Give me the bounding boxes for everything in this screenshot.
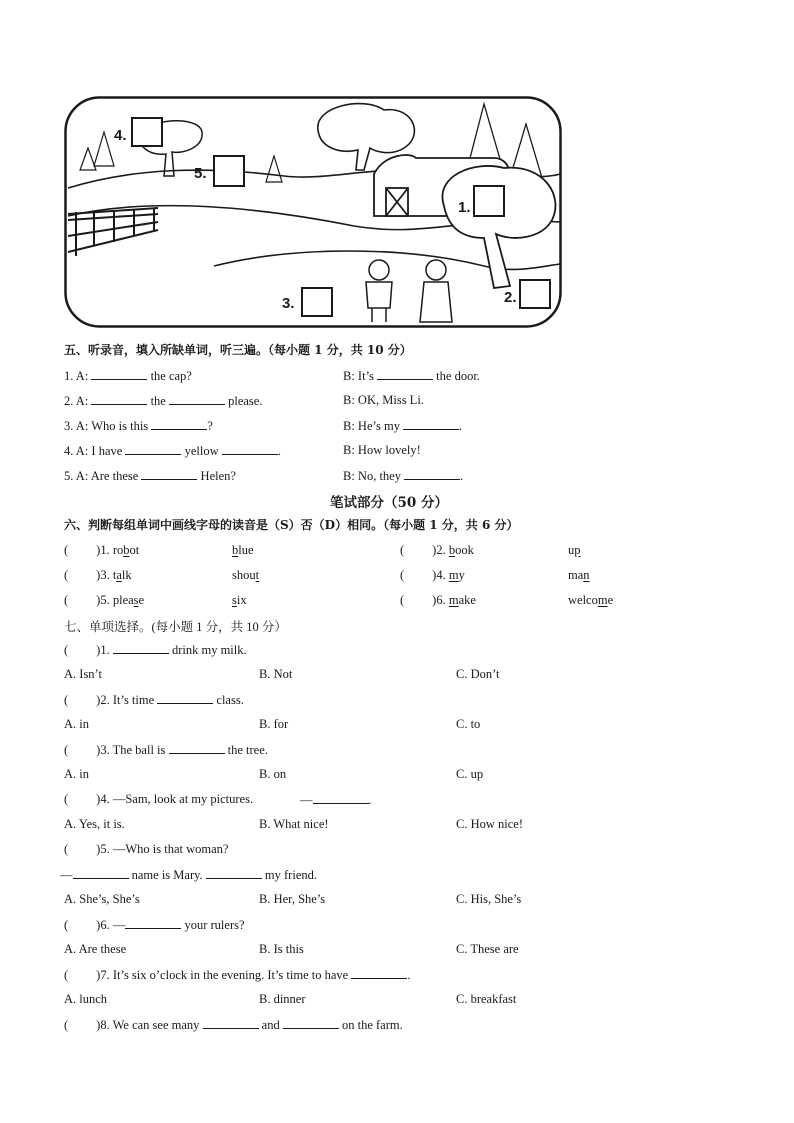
- s5-row1-a-post: the cap?: [147, 369, 192, 383]
- s7-q3-option-b[interactable]: B. on: [259, 767, 287, 781]
- paren-open: (: [64, 543, 69, 557]
- s6-item1: [64, 543, 139, 558]
- s7-q6: [64, 917, 245, 933]
- answer-blank[interactable]: [206, 867, 262, 879]
- s5-row1-b-pre: B: It’s: [343, 369, 378, 383]
- answer-blank[interactable]: [151, 418, 207, 430]
- s5-row5-b-pre: B: No, they: [343, 469, 405, 483]
- s7-q6-pre: )6. —: [96, 918, 126, 932]
- s6-item3-w1-pre: t: [112, 568, 117, 582]
- picture-label-3: 3.: [282, 295, 295, 312]
- s6-item3-w2-pre: shou: [232, 568, 256, 582]
- s6-item4-w1-ul: m: [448, 568, 459, 582]
- paren-open: (: [64, 918, 69, 932]
- s7-q7-post: .: [407, 968, 411, 982]
- s6-item5-w2-ul: s: [232, 593, 237, 607]
- s7-q1-option-a[interactable]: A. Isn’t: [64, 667, 102, 681]
- s7-q6-option-a[interactable]: A. Are these: [64, 942, 127, 956]
- answer-blank[interactable]: [283, 1017, 339, 1029]
- s6-item6-w2-ul: m: [597, 593, 608, 607]
- s5-row3-b: [343, 418, 462, 434]
- s6-item5-word2: [232, 593, 247, 608]
- answer-blank[interactable]: [113, 642, 169, 654]
- s6-item2-w2-pre: u: [568, 543, 575, 557]
- s7-q8-post: on the farm.: [338, 1018, 403, 1032]
- s6-item1-w1-pre: ro: [112, 543, 124, 557]
- paren-open: (: [64, 593, 69, 607]
- s7-q4-post: .: [368, 793, 372, 807]
- s6-item6: [400, 593, 476, 608]
- s6-item1-w1-ul: b: [123, 543, 130, 557]
- s7-q3: [64, 742, 268, 758]
- s7-q7-option-b[interactable]: B. dinner: [259, 992, 306, 1006]
- s5-row5-b: [343, 468, 463, 484]
- s7-q1-post: drink my milk.: [168, 643, 247, 657]
- s7-q5-option-b[interactable]: B. Her, She’s: [259, 892, 326, 906]
- picture-box-2: [520, 280, 550, 308]
- s6-item4-w1-post: y: [458, 568, 465, 582]
- answer-blank[interactable]: [351, 967, 407, 979]
- s5-row2-b-pre: B: OK, Miss Li.: [343, 393, 424, 407]
- s7-q4-reply-pre: —: [300, 793, 313, 807]
- s5-row1-a-pre: 1. A:: [64, 369, 92, 383]
- s7-q5-line2: [60, 867, 317, 883]
- s6-item5-w1-post: e: [138, 593, 145, 607]
- s7-q3-option-a[interactable]: A. in: [64, 767, 89, 781]
- answer-blank[interactable]: [203, 1017, 259, 1029]
- written-part-title: 笔试部分（50 分）: [330, 495, 448, 511]
- picture-label-4: 4.: [114, 127, 127, 144]
- s7-q1-option-b[interactable]: B. Not: [259, 667, 293, 681]
- paren-open: (: [64, 693, 69, 707]
- s6-item2: [400, 543, 474, 558]
- s5-row2-a-post: please.: [224, 394, 263, 408]
- paren-open: (: [64, 743, 69, 757]
- s7-q8-mid: and: [258, 1018, 283, 1032]
- s7-q2: [64, 692, 244, 708]
- s6-item1-num: )1.: [96, 543, 113, 557]
- s5-row3-a-pre: 3. A: Who is this: [64, 419, 152, 433]
- answer-blank[interactable]: [403, 418, 459, 430]
- s5-row3-a: [64, 418, 213, 434]
- s7-q3-post: the tree.: [224, 743, 268, 757]
- s7-q5-line2-mid: name is Mary.: [128, 868, 206, 882]
- picture-box-5: [214, 156, 244, 186]
- s6-item1-w2-ul: b: [232, 543, 239, 557]
- s7-q5-pre: )5. —Who is that woman?: [96, 842, 229, 856]
- s7-q8: [64, 1017, 403, 1033]
- s7-q6-post: your rulers?: [181, 918, 245, 932]
- s6-item3-num: )3.: [96, 568, 113, 582]
- s5-row2-b: [343, 393, 424, 408]
- s6-item4-w2-pre: ma: [568, 568, 584, 582]
- paren-open: (: [64, 1018, 69, 1032]
- answer-blank[interactable]: [169, 742, 225, 754]
- s7-q3-option-c[interactable]: C. up: [456, 767, 484, 781]
- picture-label-1: 1.: [458, 199, 471, 216]
- s5-row1-a: [64, 368, 192, 384]
- s5-row4-a-pre: 4. A: I have: [64, 444, 126, 458]
- s7-q4-option-b[interactable]: B. What nice!: [259, 817, 329, 831]
- answer-blank[interactable]: [91, 393, 147, 405]
- paren-open: (: [64, 792, 69, 806]
- s6-item1-w1-post: ot: [129, 543, 140, 557]
- s7-q2-option-a[interactable]: A. in: [64, 717, 89, 731]
- s6-item4-w2-ul: n: [583, 568, 590, 582]
- s7-q3-pre: )3. The ball is: [96, 743, 169, 757]
- s7-q7-pre: )7. It’s six o’clock in the evening. It’s time to have: [96, 968, 352, 982]
- s6-item3-word2: [232, 568, 259, 583]
- s7-q2-post: class.: [213, 693, 244, 707]
- s7-q2-option-b[interactable]: B. for: [259, 717, 289, 731]
- s6-item5-w2-post: ix: [236, 593, 247, 607]
- s6-item5-num: )5.: [96, 593, 113, 607]
- s7-q7-option-a[interactable]: A. lunch: [64, 992, 108, 1006]
- s5-row4-a-mid: yellow: [181, 444, 222, 458]
- s5-row4-a-post: .: [277, 444, 281, 458]
- s5-row5-b-post: .: [460, 469, 464, 483]
- s6-item4: [400, 568, 465, 583]
- s5-row5-a-pre: 5. A: Are these: [64, 469, 142, 483]
- farm-scene-illustration: [64, 96, 562, 328]
- s6-item3-w1-post: lk: [121, 568, 132, 582]
- farm-picture: [64, 96, 562, 328]
- s6-item2-num: )2.: [432, 543, 449, 557]
- s6-item6-w2-post: e: [607, 593, 614, 607]
- section7-heading: 七、单项选择。(每小题 1 分，共 10 分）: [64, 620, 287, 634]
- s6-item5: [64, 593, 144, 608]
- s6-item3-w2-ul: t: [255, 568, 260, 582]
- picture-box-1: [474, 186, 504, 216]
- s6-item3-w1-ul: a: [116, 568, 122, 582]
- s5-row2-a-pre: 2. A:: [64, 394, 92, 408]
- s7-q6-option-b[interactable]: B. Is this: [259, 942, 304, 956]
- s5-row3-a-post: ?: [207, 419, 213, 433]
- s6-item2-w1-post: ook: [455, 543, 474, 557]
- answer-blank[interactable]: [169, 393, 225, 405]
- answer-blank[interactable]: [73, 867, 129, 879]
- s5-row2-a: [64, 393, 262, 409]
- s5-row4-b: [343, 443, 421, 458]
- s7-q5-option-c[interactable]: C. His, She’s: [456, 892, 522, 906]
- s6-item2-w1-ul: b: [448, 543, 456, 557]
- s6-item2-w2-ul: p: [574, 543, 581, 557]
- s7-q4-option-a[interactable]: A. Yes, it is.: [64, 817, 125, 831]
- s5-row2-a-mid: the: [147, 394, 169, 408]
- s7-q2-pre: )2. It’s time: [96, 693, 158, 707]
- s7-q5-line2-pre: —: [60, 868, 73, 882]
- paren-open: (: [400, 593, 405, 607]
- s5-row3-b-pre: B: He’s my: [343, 419, 404, 433]
- s6-item4-num: )4.: [432, 568, 449, 582]
- s5-row5-a-post: Helen?: [197, 469, 236, 483]
- answer-blank[interactable]: [404, 468, 460, 480]
- s7-q5-option-a[interactable]: A. She’s, She’s: [64, 892, 140, 906]
- s6-item4-word2: [568, 568, 590, 583]
- s6-item6-w2-pre: welco: [568, 593, 598, 607]
- s5-row5-a: [64, 468, 236, 484]
- answer-blank[interactable]: [222, 443, 278, 455]
- s6-item6-word2: [568, 593, 613, 608]
- paren-open: (: [400, 543, 405, 557]
- s7-q7-option-c[interactable]: C. breakfast: [456, 992, 517, 1006]
- s7-q4-pre: )4. —Sam, look at my pictures.: [96, 792, 254, 806]
- s5-row4-a: [64, 443, 281, 459]
- section5-heading: 五、听录音，填入所缺单词，听三遍。（每小题 1 分，共 10 分）: [64, 343, 412, 357]
- paren-open: (: [64, 842, 69, 856]
- s6-item6-num: )6.: [432, 593, 449, 607]
- s5-row1-b-post: the door.: [433, 369, 480, 383]
- s6-item1-word2: [232, 543, 254, 558]
- s6-item5-w1-ul: s: [133, 593, 139, 607]
- answer-blank[interactable]: [91, 368, 147, 380]
- s7-q1-pre: )1.: [96, 643, 113, 657]
- picture-label-5: 5.: [194, 165, 207, 182]
- answer-blank[interactable]: [125, 443, 181, 455]
- s7-q8-pre: )8. We can see many: [96, 1018, 203, 1032]
- s7-q4-reply: [300, 792, 372, 808]
- s7-q7: [64, 967, 410, 983]
- s7-q4-option-c[interactable]: C. How nice!: [456, 817, 523, 831]
- picture-box-3: [302, 288, 332, 316]
- answer-blank[interactable]: [313, 792, 369, 804]
- answer-blank[interactable]: [125, 917, 181, 929]
- s5-row1-b: [343, 368, 480, 384]
- paren-open: (: [64, 968, 69, 982]
- s5-row4-b-pre: B: How lovely!: [343, 443, 421, 457]
- s7-q1: [64, 642, 247, 658]
- picture-label-2: 2.: [504, 289, 517, 306]
- answer-blank[interactable]: [377, 368, 433, 380]
- s6-item6-w1-post: ake: [458, 593, 476, 607]
- picture-box-4: [132, 118, 162, 146]
- s7-q4: [64, 792, 253, 807]
- section6-heading: 六、判断每组单词中画线字母的读音是（S）否（D）相同。（每小题 1 分，共 6 分）: [64, 518, 519, 532]
- s7-q2-option-c[interactable]: C. to: [456, 717, 481, 731]
- s6-item5-w1-pre: plea: [112, 593, 134, 607]
- s7-q5-line2-post: my friend.: [261, 868, 317, 882]
- s7-q5: [64, 842, 228, 857]
- answer-blank[interactable]: [141, 468, 197, 480]
- s7-q1-option-c[interactable]: C. Don’t: [456, 667, 500, 681]
- s5-row3-b-post: .: [459, 419, 463, 433]
- paren-open: (: [64, 568, 69, 582]
- s7-q6-option-c[interactable]: C. These are: [456, 942, 519, 956]
- paren-open: (: [400, 568, 405, 582]
- s6-item1-w2-post: lue: [238, 543, 254, 557]
- s6-item3: [64, 568, 132, 583]
- s6-item6-w1-ul: m: [448, 593, 459, 607]
- answer-blank[interactable]: [157, 692, 213, 704]
- s6-item2-word2: [568, 543, 581, 558]
- paren-open: (: [64, 643, 69, 657]
